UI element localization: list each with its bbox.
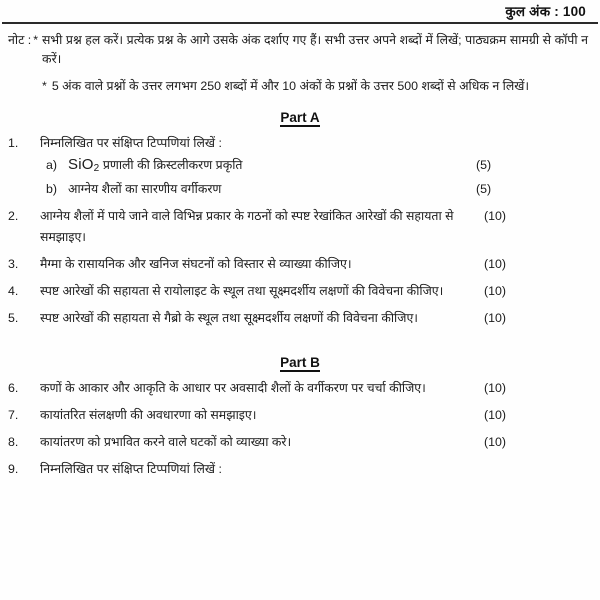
- note-asterisk-icon-secondary: *: [42, 79, 47, 93]
- question-number: 8.: [8, 435, 19, 449]
- question-number: 6.: [8, 381, 19, 395]
- question-subitem-row: [0, 154, 600, 178]
- question-number: 7.: [8, 408, 19, 422]
- question-text: मैग्मा के रासायनिक और खनिज संघटनों को विस्तार से व्याख्या कीजिए।: [40, 257, 352, 271]
- question-marks: (10): [484, 381, 507, 395]
- question-number: 1.: [8, 136, 19, 150]
- question-text: कायांतरण को प्रभावित करने वाले घटकों को व्याख्या करे।: [40, 435, 292, 449]
- subitem-marks: (5): [476, 158, 492, 172]
- note-asterisk-icon: *: [33, 33, 39, 47]
- total-marks-label: कुल अंक : 100: [505, 4, 586, 19]
- question-row: [0, 308, 600, 329]
- question-row: [0, 378, 600, 399]
- subitem-marks: (5): [476, 182, 492, 196]
- note-label: नोट :: [8, 33, 32, 47]
- question-marks: (10): [484, 311, 507, 325]
- question-row: [0, 133, 600, 154]
- part-b-heading: [0, 355, 600, 370]
- question-number: 4.: [8, 284, 19, 298]
- part-a-heading-label: Part A: [280, 110, 320, 125]
- part-b-section: [0, 355, 600, 480]
- note-block: [0, 31, 600, 96]
- question-text: निम्नलिखित पर संक्षिप्त टिप्पणियां लिखें :: [40, 462, 222, 476]
- question-number: 9.: [8, 462, 19, 476]
- header-divider-rule: [2, 22, 598, 24]
- question-subitem-row: [0, 178, 600, 200]
- question-number: 5.: [8, 311, 19, 325]
- question-row: [0, 459, 600, 480]
- part-b-question-list: [0, 378, 600, 480]
- question-text: आग्नेय शैलों में पाये जाने वाले विभिन्न प्रकार के गठनों को स्पष्ट रेखांकित आरेखों की सहायता से समझाइए।: [40, 209, 454, 244]
- page-header: [0, 0, 600, 20]
- question-marks: (10): [484, 284, 507, 298]
- subitem-label: a): [46, 158, 58, 172]
- question-marks: (10): [484, 257, 507, 271]
- subitem-label: b): [46, 182, 58, 196]
- question-text: कणों के आकार और आकृति के आधार पर अवसादी शैलों के वर्गीकरण पर चर्चा कीजिए।: [40, 381, 426, 395]
- note-primary-line: [8, 31, 588, 69]
- question-marks: (10): [484, 435, 507, 449]
- question-row: [0, 432, 600, 453]
- question-text: निम्नलिखित पर संक्षिप्त टिप्पणियां लिखें :: [40, 136, 222, 150]
- subitem-text: SiO$_2$ प्रणाली की क्रिस्टलीकरण प्रकृति: [68, 156, 243, 174]
- question-row: [0, 206, 600, 248]
- question-number: 2.: [8, 209, 19, 223]
- question-row: [0, 405, 600, 426]
- formula-subscript: 2: [93, 163, 100, 174]
- question-marks: (10): [484, 209, 507, 223]
- note-secondary-line: [8, 77, 588, 96]
- question-row: [0, 281, 600, 302]
- question-text: कायांतरित संलक्षणी की अवधारणा को समझाइए।: [40, 408, 257, 422]
- note-text-secondary: 5 अंक वाले प्रश्नों के उत्तर लगभग 250 शब्दों में और 10 अंकों के प्रश्नों के उत्तर 500 शब्दों से अधिक न लिखें।: [51, 79, 530, 93]
- question-row: [0, 254, 600, 275]
- question-number: 3.: [8, 257, 19, 271]
- chemical-formula: SiO$_2$: [68, 156, 100, 174]
- question-marks: (10): [484, 408, 507, 422]
- subitem-text: आग्नेय शैलों का सारणीय वर्गीकरण: [68, 182, 222, 196]
- question-text: स्पष्ट आरेखों की सहायता से गैब्रो के स्थूल तथा सूक्ष्मदर्शीय लक्षणों की विवेचना कीजिए।: [40, 311, 418, 325]
- question-text: स्पष्ट आरेखों की सहायता से रायोलाइट के स्थूल तथा सूक्ष्मदर्शीय लक्षणों की विवेचना कीजिए।: [40, 284, 444, 298]
- part-a-section: [0, 110, 600, 329]
- part-a-heading: [0, 110, 600, 125]
- note-text-primary: सभी प्रश्न हल करें। प्रत्येक प्रश्न के आगे उसके अंक दर्शाए गए हैं। सभी उत्तर अपने शब्दों में लिखें; पाठ्यक्रम सामग्री से कॉपी न करें।: [42, 33, 588, 66]
- part-b-heading-label: Part B: [280, 355, 320, 370]
- part-a-question-list: [0, 133, 600, 329]
